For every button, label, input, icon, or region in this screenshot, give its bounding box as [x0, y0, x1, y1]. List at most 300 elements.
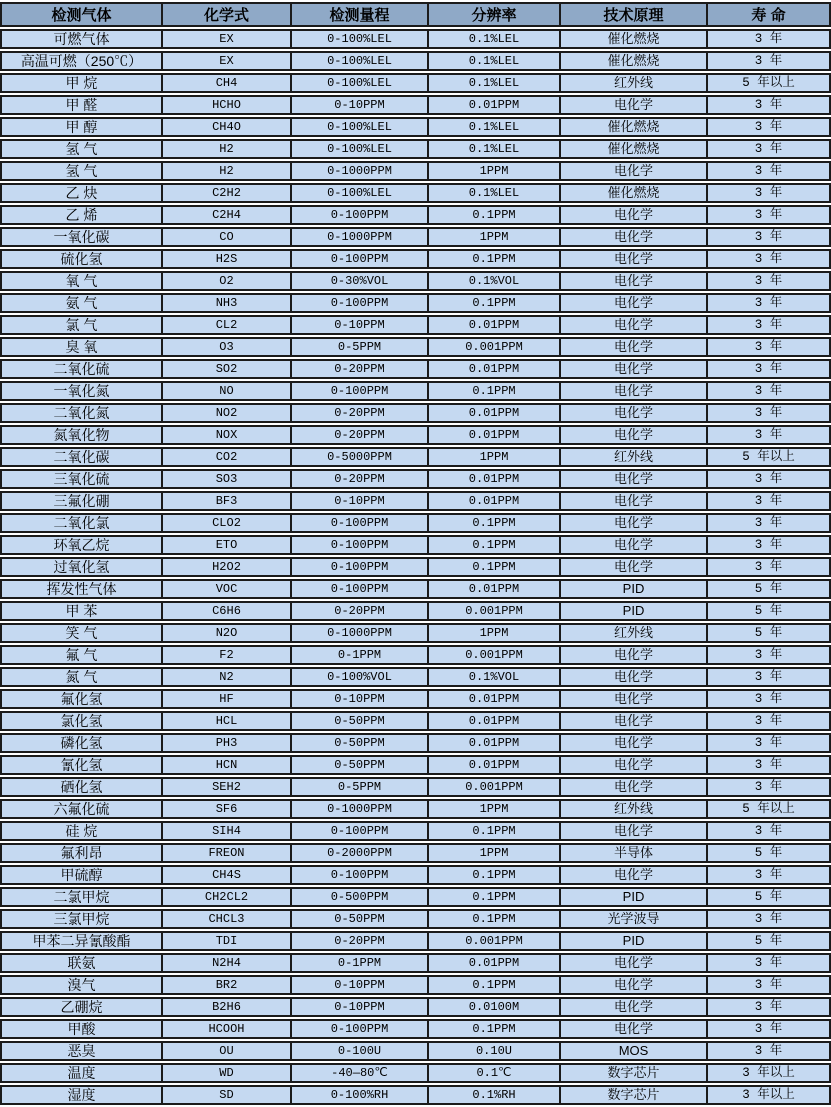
cell-technology-principle: 电化学 — [561, 975, 708, 995]
cell-lifespan: 3 年 — [708, 909, 831, 929]
table-header — [0, 2, 831, 27]
table-row — [0, 667, 831, 687]
cell-chemical-formula: NOX — [163, 425, 292, 445]
cell-technology-principle: 电化学 — [561, 359, 708, 379]
cell-resolution: 0.001PPM — [429, 601, 561, 621]
cell-lifespan: 3 年 — [708, 1019, 831, 1039]
table-row — [0, 557, 831, 577]
cell-gas-name: 氢 气 — [0, 139, 163, 159]
cell-technology-principle: 电化学 — [561, 249, 708, 269]
cell-chemical-formula: FREON — [163, 843, 292, 863]
cell-technology-principle: 电化学 — [561, 381, 708, 401]
cell-chemical-formula: CL2 — [163, 315, 292, 335]
cell-lifespan: 3 年以上 — [708, 1063, 831, 1083]
cell-resolution: 0.1PPM — [429, 821, 561, 841]
cell-resolution: 0.1PPM — [429, 557, 561, 577]
cell-resolution: 1PPM — [429, 843, 561, 863]
cell-chemical-formula: CH4S — [163, 865, 292, 885]
cell-resolution: 0.01PPM — [429, 403, 561, 423]
cell-detection-range: 0-50PPM — [292, 909, 429, 929]
cell-detection-range: 0-100%RH — [292, 1085, 429, 1105]
cell-lifespan: 3 年 — [708, 667, 831, 687]
cell-chemical-formula: BF3 — [163, 491, 292, 511]
cell-chemical-formula: SIH4 — [163, 821, 292, 841]
cell-resolution: 0.01PPM — [429, 953, 561, 973]
table-row — [0, 997, 831, 1017]
cell-resolution: 0.1PPM — [429, 205, 561, 225]
table-row — [0, 293, 831, 313]
cell-gas-name: 三氯甲烷 — [0, 909, 163, 929]
table-row — [0, 733, 831, 753]
cell-detection-range: 0-50PPM — [292, 711, 429, 731]
cell-gas-name: 氟利昂 — [0, 843, 163, 863]
cell-gas-name: 三氟化硼 — [0, 491, 163, 511]
column-header-lifespan: 寿 命 — [708, 2, 831, 27]
cell-gas-name: 联氨 — [0, 953, 163, 973]
column-header-chemical-formula: 化学式 — [163, 2, 292, 27]
cell-resolution: 0.01PPM — [429, 491, 561, 511]
cell-detection-range: 0-10PPM — [292, 975, 429, 995]
cell-resolution: 0.1PPM — [429, 887, 561, 907]
table-row — [0, 29, 831, 49]
cell-detection-range: 0-1PPM — [292, 953, 429, 973]
cell-resolution: 1PPM — [429, 161, 561, 181]
cell-technology-principle: 电化学 — [561, 337, 708, 357]
cell-gas-name: 甲 苯 — [0, 601, 163, 621]
cell-gas-name: 氯化氢 — [0, 711, 163, 731]
cell-chemical-formula: CH4 — [163, 73, 292, 93]
cell-chemical-formula: WD — [163, 1063, 292, 1083]
cell-technology-principle: 红外线 — [561, 623, 708, 643]
cell-gas-name: 二氧化氮 — [0, 403, 163, 423]
cell-technology-principle: 电化学 — [561, 513, 708, 533]
cell-chemical-formula: PH3 — [163, 733, 292, 753]
cell-chemical-formula: EX — [163, 29, 292, 49]
cell-detection-range: 0-50PPM — [292, 733, 429, 753]
cell-gas-name: 甲 醛 — [0, 95, 163, 115]
cell-lifespan: 3 年 — [708, 381, 831, 401]
cell-detection-range: 0-5000PPM — [292, 447, 429, 467]
cell-gas-name: 挥发性气体 — [0, 579, 163, 599]
cell-chemical-formula: C2H2 — [163, 183, 292, 203]
cell-detection-range: 0-100PPM — [292, 205, 429, 225]
cell-detection-range: 0-1000PPM — [292, 623, 429, 643]
cell-detection-range: 0-10PPM — [292, 997, 429, 1017]
cell-technology-principle: 电化学 — [561, 645, 708, 665]
cell-technology-principle: 电化学 — [561, 403, 708, 423]
cell-detection-range: 0-10PPM — [292, 491, 429, 511]
cell-gas-name: 高温可燃（250℃） — [0, 51, 163, 71]
cell-resolution: 0.1%LEL — [429, 117, 561, 137]
table-row — [0, 73, 831, 93]
cell-chemical-formula: N2O — [163, 623, 292, 643]
cell-gas-name: 氰化氢 — [0, 755, 163, 775]
cell-gas-name: 乙硼烷 — [0, 997, 163, 1017]
cell-technology-principle: 半导体 — [561, 843, 708, 863]
cell-lifespan: 5 年 — [708, 887, 831, 907]
cell-chemical-formula: SO2 — [163, 359, 292, 379]
cell-lifespan: 3 年 — [708, 821, 831, 841]
cell-chemical-formula: O2 — [163, 271, 292, 291]
table-row — [0, 381, 831, 401]
cell-chemical-formula: HCN — [163, 755, 292, 775]
cell-chemical-formula: CO2 — [163, 447, 292, 467]
cell-gas-name: 二氯甲烷 — [0, 887, 163, 907]
cell-technology-principle: MOS — [561, 1041, 708, 1061]
cell-lifespan: 3 年 — [708, 557, 831, 577]
table-row — [0, 425, 831, 445]
table-row — [0, 777, 831, 797]
cell-chemical-formula: CLO2 — [163, 513, 292, 533]
cell-detection-range: 0-100%LEL — [292, 139, 429, 159]
cell-resolution: 0.1%LEL — [429, 183, 561, 203]
table-row — [0, 843, 831, 863]
cell-gas-name: 甲 醇 — [0, 117, 163, 137]
table-body — [0, 29, 831, 1105]
cell-gas-name: 氯 气 — [0, 315, 163, 335]
cell-resolution: 0.1PPM — [429, 1019, 561, 1039]
cell-resolution: 0.10U — [429, 1041, 561, 1061]
cell-gas-name: 环氧乙烷 — [0, 535, 163, 555]
cell-detection-range: 0-100PPM — [292, 249, 429, 269]
cell-resolution: 0.001PPM — [429, 337, 561, 357]
cell-detection-range: 0-1000PPM — [292, 799, 429, 819]
cell-gas-name: 一氧化氮 — [0, 381, 163, 401]
cell-detection-range: 0-20PPM — [292, 601, 429, 621]
cell-chemical-formula: HF — [163, 689, 292, 709]
cell-detection-range: 0-1PPM — [292, 645, 429, 665]
cell-lifespan: 5 年 — [708, 623, 831, 643]
cell-chemical-formula: B2H6 — [163, 997, 292, 1017]
cell-resolution: 0.1%RH — [429, 1085, 561, 1105]
cell-chemical-formula: SEH2 — [163, 777, 292, 797]
cell-resolution: 0.1%LEL — [429, 29, 561, 49]
cell-resolution: 0.01PPM — [429, 579, 561, 599]
column-header-gas-name: 检测气体 — [0, 2, 163, 27]
cell-resolution: 0.0100M — [429, 997, 561, 1017]
cell-resolution: 0.1PPM — [429, 381, 561, 401]
cell-technology-principle: 电化学 — [561, 425, 708, 445]
table-row — [0, 403, 831, 423]
cell-technology-principle: 红外线 — [561, 799, 708, 819]
cell-lifespan: 3 年 — [708, 711, 831, 731]
cell-gas-name: 臭 氧 — [0, 337, 163, 357]
cell-gas-name: 笑 气 — [0, 623, 163, 643]
table-row — [0, 931, 831, 951]
cell-detection-range: 0-2000PPM — [292, 843, 429, 863]
table-row — [0, 975, 831, 995]
table-row — [0, 117, 831, 137]
cell-chemical-formula: H2 — [163, 161, 292, 181]
cell-chemical-formula: EX — [163, 51, 292, 71]
cell-resolution: 0.1PPM — [429, 513, 561, 533]
cell-technology-principle: 电化学 — [561, 227, 708, 247]
cell-detection-range: 0-100PPM — [292, 1019, 429, 1039]
table-row — [0, 51, 831, 71]
cell-resolution: 0.01PPM — [429, 733, 561, 753]
table-row — [0, 337, 831, 357]
table-row — [0, 1085, 831, 1105]
cell-chemical-formula: H2 — [163, 139, 292, 159]
cell-resolution: 0.1%VOL — [429, 271, 561, 291]
cell-technology-principle: 电化学 — [561, 821, 708, 841]
cell-detection-range: 0-100PPM — [292, 535, 429, 555]
cell-technology-principle: 光学波导 — [561, 909, 708, 929]
cell-technology-principle: 数字芯片 — [561, 1063, 708, 1083]
cell-lifespan: 3 年 — [708, 469, 831, 489]
table-row — [0, 865, 831, 885]
cell-resolution: 0.1℃ — [429, 1063, 561, 1083]
cell-resolution: 0.1%LEL — [429, 139, 561, 159]
cell-lifespan: 3 年 — [708, 513, 831, 533]
table-row — [0, 821, 831, 841]
table-row — [0, 623, 831, 643]
cell-chemical-formula: SO3 — [163, 469, 292, 489]
cell-detection-range: 0-100%LEL — [292, 183, 429, 203]
cell-lifespan: 3 年 — [708, 953, 831, 973]
cell-lifespan: 5 年 — [708, 601, 831, 621]
cell-chemical-formula: C2H4 — [163, 205, 292, 225]
cell-technology-principle: 电化学 — [561, 865, 708, 885]
cell-chemical-formula: HCOOH — [163, 1019, 292, 1039]
cell-chemical-formula: TDI — [163, 931, 292, 951]
cell-chemical-formula: CHCL3 — [163, 909, 292, 929]
cell-lifespan: 3 年 — [708, 271, 831, 291]
cell-resolution: 0.01PPM — [429, 711, 561, 731]
cell-chemical-formula: C6H6 — [163, 601, 292, 621]
cell-lifespan: 5 年以上 — [708, 73, 831, 93]
table-row — [0, 249, 831, 269]
table-row — [0, 95, 831, 115]
cell-technology-principle: 电化学 — [561, 95, 708, 115]
cell-technology-principle: 电化学 — [561, 777, 708, 797]
cell-chemical-formula: VOC — [163, 579, 292, 599]
cell-resolution: 0.001PPM — [429, 645, 561, 665]
table-row — [0, 447, 831, 467]
cell-lifespan: 5 年 — [708, 931, 831, 951]
cell-lifespan: 3 年 — [708, 227, 831, 247]
table-row — [0, 601, 831, 621]
table-row — [0, 469, 831, 489]
cell-technology-principle: 电化学 — [561, 293, 708, 313]
cell-detection-range: 0-100%VOL — [292, 667, 429, 687]
cell-gas-name: 乙 烯 — [0, 205, 163, 225]
cell-resolution: 0.1PPM — [429, 535, 561, 555]
cell-gas-name: 氨 气 — [0, 293, 163, 313]
table-row — [0, 359, 831, 379]
cell-gas-name: 二氧化碳 — [0, 447, 163, 467]
cell-technology-principle: 电化学 — [561, 997, 708, 1017]
cell-technology-principle: 催化燃烧 — [561, 117, 708, 137]
cell-detection-range: 0-100PPM — [292, 513, 429, 533]
cell-gas-name: 一氧化碳 — [0, 227, 163, 247]
cell-gas-name: 三氧化硫 — [0, 469, 163, 489]
cell-technology-principle: 电化学 — [561, 755, 708, 775]
cell-lifespan: 3 年 — [708, 535, 831, 555]
cell-chemical-formula: F2 — [163, 645, 292, 665]
cell-resolution: 0.01PPM — [429, 469, 561, 489]
cell-lifespan: 5 年 — [708, 579, 831, 599]
cell-chemical-formula: CH4O — [163, 117, 292, 137]
table-row — [0, 689, 831, 709]
cell-technology-principle: 电化学 — [561, 711, 708, 731]
table-row — [0, 1041, 831, 1061]
cell-chemical-formula: ETO — [163, 535, 292, 555]
cell-lifespan: 3 年 — [708, 645, 831, 665]
cell-lifespan: 3 年 — [708, 733, 831, 753]
cell-resolution: 0.1PPM — [429, 909, 561, 929]
cell-chemical-formula: CH2CL2 — [163, 887, 292, 907]
cell-gas-name: 乙 炔 — [0, 183, 163, 203]
cell-technology-principle: PID — [561, 579, 708, 599]
cell-gas-name: 甲硫醇 — [0, 865, 163, 885]
cell-detection-range: 0-100PPM — [292, 579, 429, 599]
table-row — [0, 491, 831, 511]
cell-resolution: 0.01PPM — [429, 425, 561, 445]
cell-technology-principle: 电化学 — [561, 205, 708, 225]
cell-technology-principle: 电化学 — [561, 689, 708, 709]
cell-technology-principle: 数字芯片 — [561, 1085, 708, 1105]
cell-lifespan: 3 年以上 — [708, 1085, 831, 1105]
cell-technology-principle: 电化学 — [561, 535, 708, 555]
cell-resolution: 0.1PPM — [429, 249, 561, 269]
cell-resolution: 0.01PPM — [429, 755, 561, 775]
cell-detection-range: 0-10PPM — [292, 315, 429, 335]
cell-technology-principle: PID — [561, 601, 708, 621]
table-row — [0, 645, 831, 665]
cell-lifespan: 3 年 — [708, 293, 831, 313]
cell-detection-range: 0-50PPM — [292, 755, 429, 775]
cell-gas-name: 氢 气 — [0, 161, 163, 181]
cell-technology-principle: 电化学 — [561, 469, 708, 489]
cell-technology-principle: 红外线 — [561, 447, 708, 467]
cell-gas-name: 氟化氢 — [0, 689, 163, 709]
cell-lifespan: 3 年 — [708, 205, 831, 225]
cell-lifespan: 3 年 — [708, 491, 831, 511]
cell-technology-principle: 电化学 — [561, 491, 708, 511]
table-row — [0, 755, 831, 775]
table-row — [0, 227, 831, 247]
cell-lifespan: 5 年 — [708, 843, 831, 863]
cell-technology-principle: 红外线 — [561, 73, 708, 93]
table-row — [0, 183, 831, 203]
cell-detection-range: 0-100%LEL — [292, 117, 429, 137]
cell-detection-range: 0-100PPM — [292, 821, 429, 841]
cell-lifespan: 3 年 — [708, 403, 831, 423]
cell-gas-name: 溴气 — [0, 975, 163, 995]
cell-lifespan: 3 年 — [708, 1041, 831, 1061]
cell-resolution: 1PPM — [429, 799, 561, 819]
cell-resolution: 0.1PPM — [429, 293, 561, 313]
cell-detection-range: 0-10PPM — [292, 95, 429, 115]
cell-detection-range: 0-500PPM — [292, 887, 429, 907]
cell-detection-range: 0-20PPM — [292, 425, 429, 445]
column-header-technology-principle: 技术原理 — [561, 2, 708, 27]
cell-detection-range: 0-5PPM — [292, 777, 429, 797]
table-row — [0, 953, 831, 973]
cell-gas-name: 温度 — [0, 1063, 163, 1083]
cell-gas-name: 二氧化氯 — [0, 513, 163, 533]
table-row — [0, 139, 831, 159]
cell-chemical-formula: O3 — [163, 337, 292, 357]
cell-technology-principle: 电化学 — [561, 271, 708, 291]
cell-resolution: 0.001PPM — [429, 777, 561, 797]
cell-resolution: 0.1PPM — [429, 865, 561, 885]
cell-resolution: 0.01PPM — [429, 359, 561, 379]
cell-resolution: 0.1%VOL — [429, 667, 561, 687]
cell-gas-name: 氮氧化物 — [0, 425, 163, 445]
cell-chemical-formula: HCHO — [163, 95, 292, 115]
cell-technology-principle: 电化学 — [561, 315, 708, 335]
cell-resolution: 0.01PPM — [429, 315, 561, 335]
cell-detection-range: 0-20PPM — [292, 359, 429, 379]
table-row — [0, 1019, 831, 1039]
cell-detection-range: 0-100PPM — [292, 557, 429, 577]
cell-chemical-formula: NO2 — [163, 403, 292, 423]
cell-detection-range: 0-100PPM — [292, 293, 429, 313]
cell-detection-range: 0-100%LEL — [292, 73, 429, 93]
cell-resolution: 0.001PPM — [429, 931, 561, 951]
cell-gas-name: 氧 气 — [0, 271, 163, 291]
table-row — [0, 579, 831, 599]
cell-technology-principle: 电化学 — [561, 733, 708, 753]
cell-lifespan: 3 年 — [708, 755, 831, 775]
cell-technology-principle: 电化学 — [561, 953, 708, 973]
cell-detection-range: 0-20PPM — [292, 403, 429, 423]
cell-detection-range: 0-20PPM — [292, 931, 429, 951]
cell-technology-principle: 催化燃烧 — [561, 51, 708, 71]
cell-detection-range: 0-5PPM — [292, 337, 429, 357]
cell-lifespan: 3 年 — [708, 997, 831, 1017]
cell-chemical-formula: BR2 — [163, 975, 292, 995]
cell-resolution: 0.01PPM — [429, 689, 561, 709]
cell-detection-range: 0-30%VOL — [292, 271, 429, 291]
table-row — [0, 799, 831, 819]
table-row — [0, 161, 831, 181]
table-row — [0, 535, 831, 555]
cell-resolution: 0.01PPM — [429, 95, 561, 115]
cell-lifespan: 3 年 — [708, 359, 831, 379]
cell-chemical-formula: NO — [163, 381, 292, 401]
cell-lifespan: 3 年 — [708, 315, 831, 335]
cell-lifespan: 5 年以上 — [708, 799, 831, 819]
table-row — [0, 315, 831, 335]
cell-chemical-formula: NH3 — [163, 293, 292, 313]
cell-chemical-formula: H2O2 — [163, 557, 292, 577]
cell-chemical-formula: N2H4 — [163, 953, 292, 973]
cell-detection-range: 0-1000PPM — [292, 161, 429, 181]
cell-detection-range: 0-100%LEL — [292, 29, 429, 49]
cell-lifespan: 3 年 — [708, 865, 831, 885]
cell-lifespan: 3 年 — [708, 777, 831, 797]
table-row — [0, 909, 831, 929]
cell-detection-range: 0-100%LEL — [292, 51, 429, 71]
cell-detection-range: 0-1000PPM — [292, 227, 429, 247]
cell-detection-range: 0-100PPM — [292, 381, 429, 401]
cell-gas-name: 可燃气体 — [0, 29, 163, 49]
cell-technology-principle: PID — [561, 887, 708, 907]
cell-lifespan: 3 年 — [708, 51, 831, 71]
cell-technology-principle: 电化学 — [561, 161, 708, 181]
cell-lifespan: 3 年 — [708, 975, 831, 995]
cell-lifespan: 3 年 — [708, 95, 831, 115]
cell-gas-name: 湿度 — [0, 1085, 163, 1105]
cell-detection-range: -40—80℃ — [292, 1063, 429, 1083]
cell-chemical-formula: CO — [163, 227, 292, 247]
table-row — [0, 887, 831, 907]
column-header-detection-range: 检测量程 — [292, 2, 429, 27]
cell-detection-range: 0-100U — [292, 1041, 429, 1061]
